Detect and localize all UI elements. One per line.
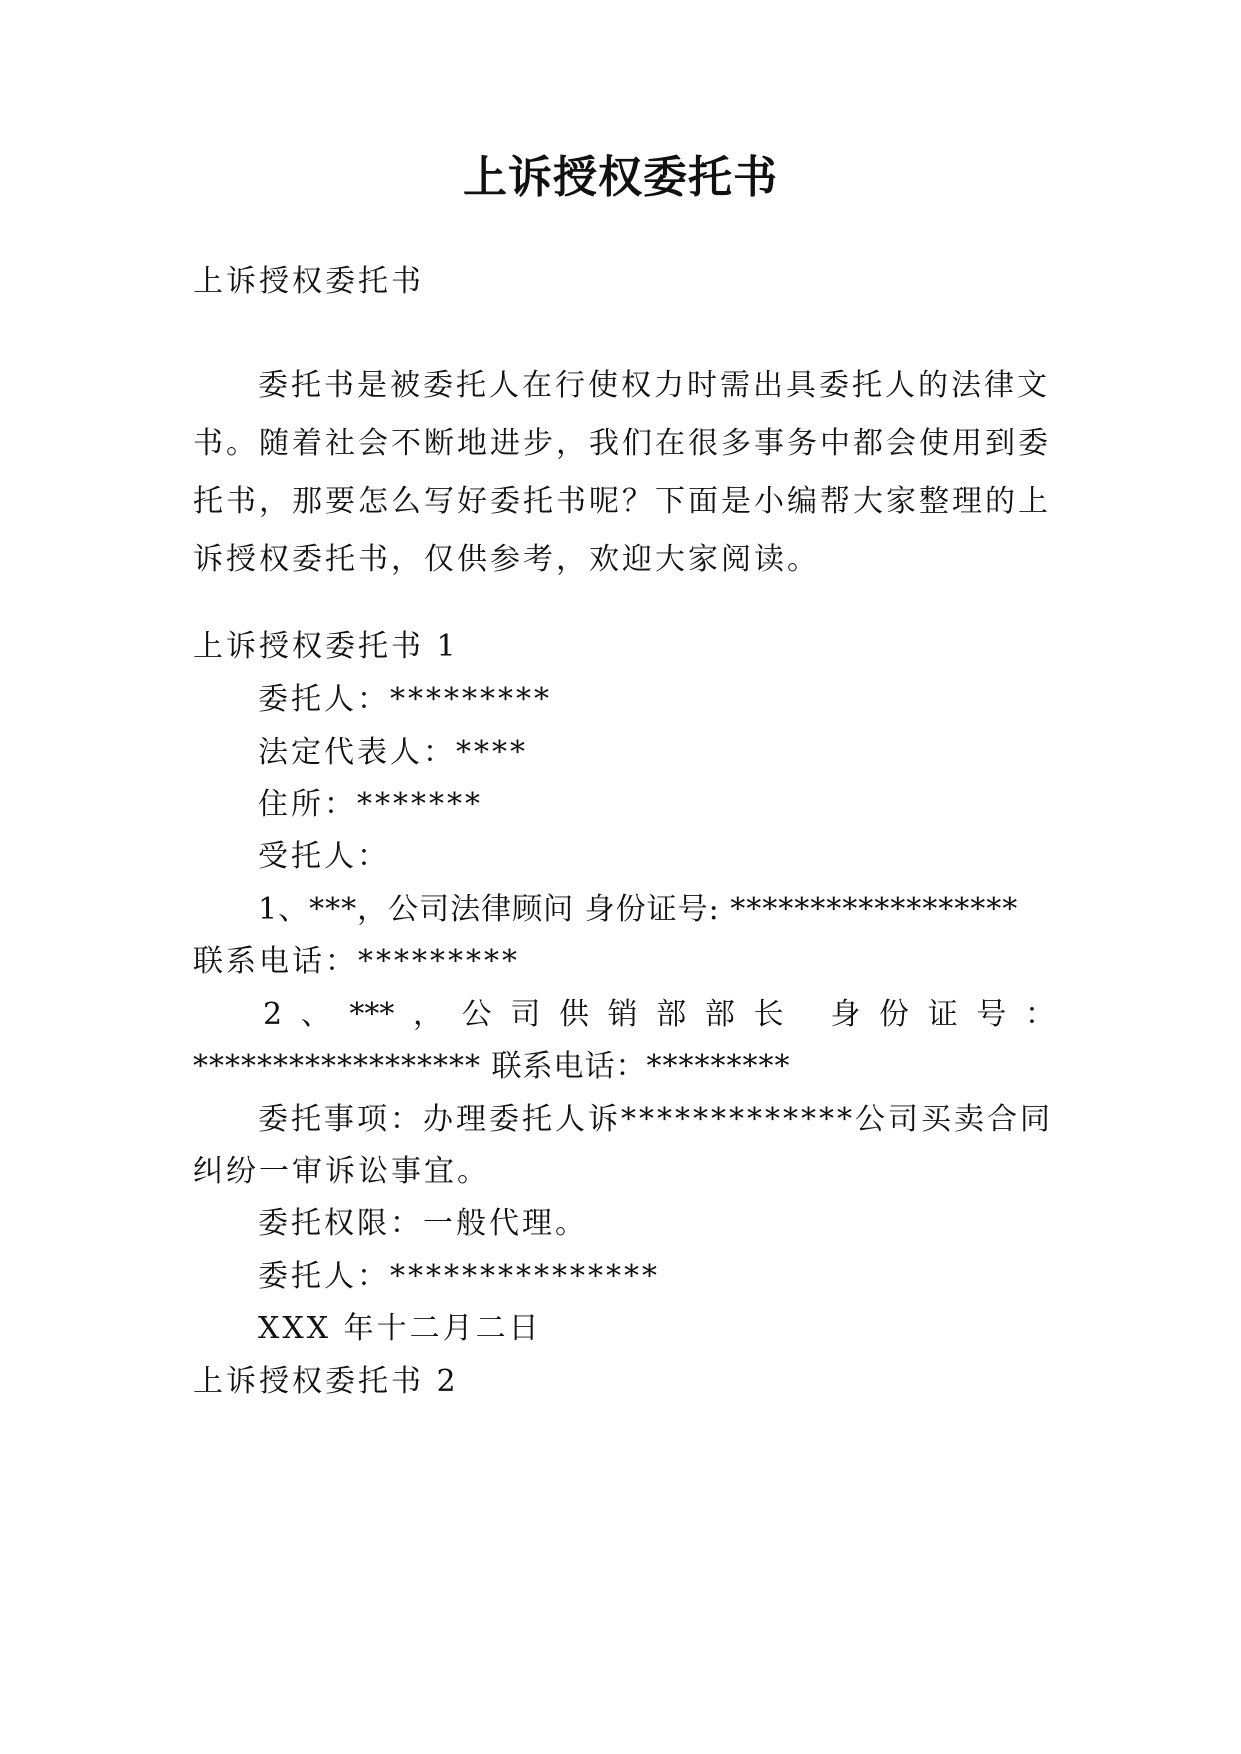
matters-line2: 纠纷一审诉讼事宜。 bbox=[193, 1154, 490, 1189]
agent2-line2: ****************** 联系电话：********* bbox=[193, 1049, 791, 1084]
address-line: 住所：******* bbox=[258, 787, 483, 822]
principal-line: 委托人：********* bbox=[258, 682, 552, 717]
matters-line1: 委托事项：办理委托人诉*************公司买卖合同 bbox=[258, 1102, 1053, 1137]
section2-heading: 上诉授权委托书 2 bbox=[193, 1364, 459, 1399]
agent2-line1: 2、***，公司供销部部长 身份证号： bbox=[263, 997, 1055, 1032]
document-title: 上诉授权委托书 bbox=[463, 152, 778, 203]
subtitle: 上诉授权委托书 bbox=[193, 264, 424, 299]
intro-paragraph: 委托书是被委托人在行使权力时需出具委托人的法律文书。随着社会不断地进步，我们在很多事务中都会使用到委托书，那要怎么写好委托书呢？下面是小编帮大家整理的上诉授权委托书，仅供参考，欢迎大家阅读。 bbox=[193, 368, 1051, 577]
authority-line: 委托权限：一般代理。 bbox=[258, 1206, 588, 1241]
agent1-line2: 联系电话：********* bbox=[193, 944, 520, 979]
legal-representative-line: 法定代表人：**** bbox=[258, 735, 528, 770]
section1-heading: 上诉授权委托书 1 bbox=[193, 629, 459, 664]
date-line: XXX 年十二月二日 bbox=[258, 1311, 542, 1346]
principal-signature-line: 委托人：*************** bbox=[258, 1259, 660, 1294]
agents-label: 受托人： bbox=[258, 839, 390, 874]
agent1-line1: 1、***，公司法律顾问 身份证号: ****************** bbox=[258, 892, 1019, 927]
